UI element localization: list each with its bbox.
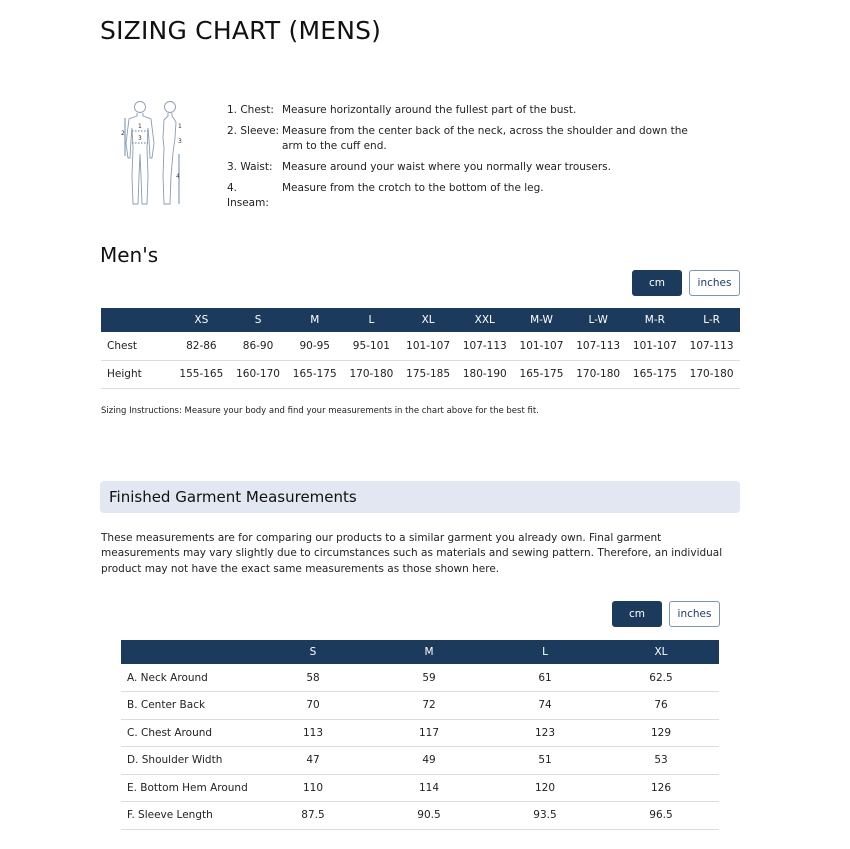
table-cell: 165-175: [286, 360, 343, 388]
table-cell: 165-175: [513, 360, 570, 388]
table-cell: 107-113: [683, 332, 740, 360]
table-row: [121, 719, 719, 747]
table-row: [121, 747, 719, 775]
body-measurement-figure: [118, 98, 190, 208]
side-marker-3: 3: [178, 138, 182, 145]
table-cell: 110: [255, 774, 371, 802]
table-header: L: [343, 308, 400, 332]
table-cell: 155-165: [173, 360, 230, 388]
table-cell: 101-107: [627, 332, 684, 360]
table-header: S: [255, 640, 371, 664]
table-cell: 117: [371, 719, 487, 747]
row-label: C. Chest Around: [121, 719, 255, 747]
side-marker-4: 4: [176, 173, 180, 180]
table-cell: 180-190: [456, 360, 513, 388]
table-cell: 126: [603, 774, 719, 802]
side-head: [165, 102, 176, 113]
sizing-note: Sizing Instructions: Measure your body and find your measurements in the chart above for the best fit.: [101, 406, 539, 416]
table-row: [101, 332, 740, 360]
table-cell: 90-95: [286, 332, 343, 360]
mens-section-title: Men's: [100, 243, 159, 267]
row-label: Chest: [101, 332, 173, 360]
table-header: XL: [400, 308, 457, 332]
table-cell: 59: [371, 664, 487, 692]
table-cell: 107-113: [456, 332, 513, 360]
instruction-label: 1. Chest:: [227, 104, 274, 116]
table-cell: 165-175: [627, 360, 684, 388]
table-cell: 170-180: [683, 360, 740, 388]
table-cell: 76: [603, 692, 719, 720]
table-header: L-R: [683, 308, 740, 332]
table-header: XXL: [456, 308, 513, 332]
row-label: A. Neck Around: [121, 664, 255, 692]
table-header: [121, 640, 255, 664]
instruction-label: 4. Inseam:: [227, 182, 269, 209]
row-label: Height: [101, 360, 173, 388]
table-header: M: [286, 308, 343, 332]
table-row: [101, 360, 740, 388]
table-cell: 129: [603, 719, 719, 747]
table-cell: 53: [603, 747, 719, 775]
table-header: XS: [173, 308, 230, 332]
mens-size-table: [101, 308, 740, 389]
table-row: [121, 664, 719, 692]
table-header: [101, 308, 173, 332]
instruction-sleeve: [227, 124, 707, 154]
instruction-label: 2. Sleeve:: [227, 125, 280, 137]
side-body: [163, 113, 176, 204]
garment-section-title: Finished Garment Measurements: [100, 481, 740, 513]
row-label: D. Shoulder Width: [121, 747, 255, 775]
instruction-label: 3. Waist:: [227, 161, 273, 173]
garment-cm-button[interactable]: cm: [612, 601, 662, 627]
table-header: XL: [603, 640, 719, 664]
front-head: [135, 102, 146, 113]
table-cell: 120: [487, 774, 603, 802]
table-cell: 101-107: [400, 332, 457, 360]
instruction-inseam: [227, 181, 707, 211]
table-cell: 160-170: [230, 360, 287, 388]
table-cell: 87.5: [255, 802, 371, 830]
page-title: SIZING CHART (MENS): [100, 16, 382, 45]
table-cell: 114: [371, 774, 487, 802]
table-cell: 70: [255, 692, 371, 720]
instruction-text: Measure from the crotch to the bottom of the leg.: [282, 182, 544, 194]
table-cell: 61: [487, 664, 603, 692]
table-cell: 58: [255, 664, 371, 692]
table-header-row: [101, 308, 740, 332]
table-header: M: [371, 640, 487, 664]
table-cell: 113: [255, 719, 371, 747]
table-cell: 72: [371, 692, 487, 720]
instruction-text: Measure around your waist where you normally wear trousers.: [282, 161, 611, 173]
table-header: M-R: [627, 308, 684, 332]
table-row: [121, 802, 719, 830]
row-label: F. Sleeve Length: [121, 802, 255, 830]
table-cell: 170-180: [343, 360, 400, 388]
instruction-text: Measure horizontally around the fullest part of the bust.: [282, 104, 577, 116]
mens-cm-button[interactable]: cm: [632, 270, 682, 296]
table-cell: 86-90: [230, 332, 287, 360]
table-cell: 51: [487, 747, 603, 775]
table-cell: 62.5: [603, 664, 719, 692]
table-cell: 47: [255, 747, 371, 775]
instruction-text: Measure from the center back of the neck, across the shoulder and down the arm to the cuff end.: [282, 125, 688, 152]
table-cell: 175-185: [400, 360, 457, 388]
row-label: B. Center Back: [121, 692, 255, 720]
table-header: M-W: [513, 308, 570, 332]
measurement-instructions: [227, 103, 707, 217]
table-cell: 93.5: [487, 802, 603, 830]
table-cell: 96.5: [603, 802, 719, 830]
table-cell: 123: [487, 719, 603, 747]
side-marker-1: 1: [178, 123, 182, 130]
instruction-waist: [227, 160, 707, 175]
front-marker-1: 1: [138, 123, 142, 130]
garment-inches-button[interactable]: inches: [669, 601, 720, 627]
table-header-row: [121, 640, 719, 664]
mens-inches-button[interactable]: inches: [689, 270, 740, 296]
row-label: E. Bottom Hem Around: [121, 774, 255, 802]
front-marker-2: 2: [121, 130, 125, 137]
garment-description: These measurements are for comparing our products to a similar garment you already own. Final garment measurements may vary slightly due to circumstances such as materials and sewing pattern. Therefore, an individual product may not have the exact same measurements as those shown here.: [101, 532, 723, 575]
table-cell: 49: [371, 747, 487, 775]
table-header: S: [230, 308, 287, 332]
instruction-chest: [227, 103, 707, 118]
table-cell: 170-180: [570, 360, 627, 388]
table-header: L-W: [570, 308, 627, 332]
table-row: [121, 774, 719, 802]
table-cell: 82-86: [173, 332, 230, 360]
table-cell: 74: [487, 692, 603, 720]
table-cell: 107-113: [570, 332, 627, 360]
table-cell: 101-107: [513, 332, 570, 360]
table-cell: 90.5: [371, 802, 487, 830]
table-cell: 95-101: [343, 332, 400, 360]
table-row: [121, 692, 719, 720]
front-marker-3: 3: [138, 135, 142, 142]
table-header: L: [487, 640, 603, 664]
garment-measurement-table: [121, 640, 719, 830]
